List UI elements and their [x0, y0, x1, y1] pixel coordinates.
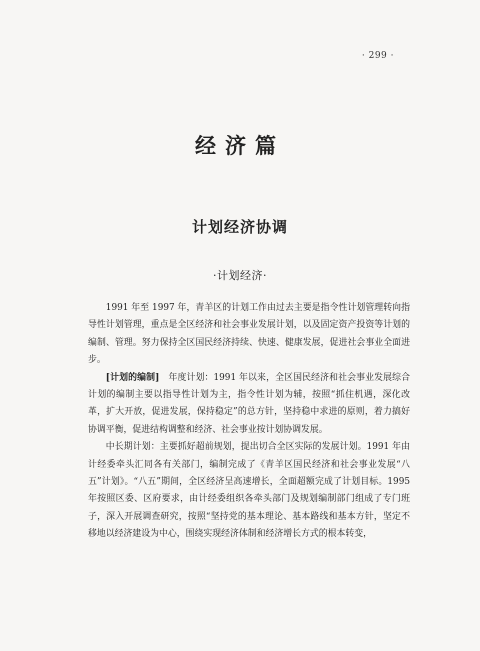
body-text	[88, 300, 410, 544]
paragraph-medium-long-term-plan	[88, 439, 410, 543]
paragraph-intro	[88, 300, 410, 370]
paragraph-text: 1991 年至 1997 年，青羊区的计划工作由过去主要是指令性计划管理转向指导性计划管理，重点是全区经济和社会事业发展计划，以及固定资产投资等计划的编制、管理。努力保持全区国民经济持续、快速、健康发展，促进社会事业全面进步。	[88, 303, 410, 366]
part-title: 经济篇	[195, 133, 285, 158]
page-number: · 299 ·	[361, 51, 394, 61]
paragraph-text: 中长期计划：主要抓好超前规划，提出切合全区实际的发展计划。1991 年由计经委牵头汇同各有关部门，编制完成了《青羊区国民经济和社会事业发展“八五”计划》。“八五”期间，全区经济呈高速增长，全面超额完成了计划目标。1995 年按照区委、区府要求，由计经委组织各牵头部门及规划编制部门组成了专门班子，深入开展调查研究，按照“坚持党的基本理论、基本路线和基本方针，坚定不移地以经济建设为中心，围绕实现经济体制和经济增长方式的根本转变，	[88, 442, 410, 540]
paragraph-plan-compilation	[88, 370, 410, 440]
chapter-title: 计划经济协调	[191, 218, 288, 236]
section-title: ·计划经济·	[213, 269, 267, 282]
paragraph-text: 年度计划：1991 年以来，全区国民经济和社会事业发展综合计划的编制主要以指导性计划为主，指令性计划为辅，按照“抓住机遇，深化改革，扩大开放，促进发展，保持稳定”的总方针，坚持稳中求进的原则，着力搞好协调平衡，促进结构调整和经济、社会事业按计划协调发展。	[88, 372, 411, 435]
paragraph-heading-term: [计划的编制]	[105, 372, 160, 383]
